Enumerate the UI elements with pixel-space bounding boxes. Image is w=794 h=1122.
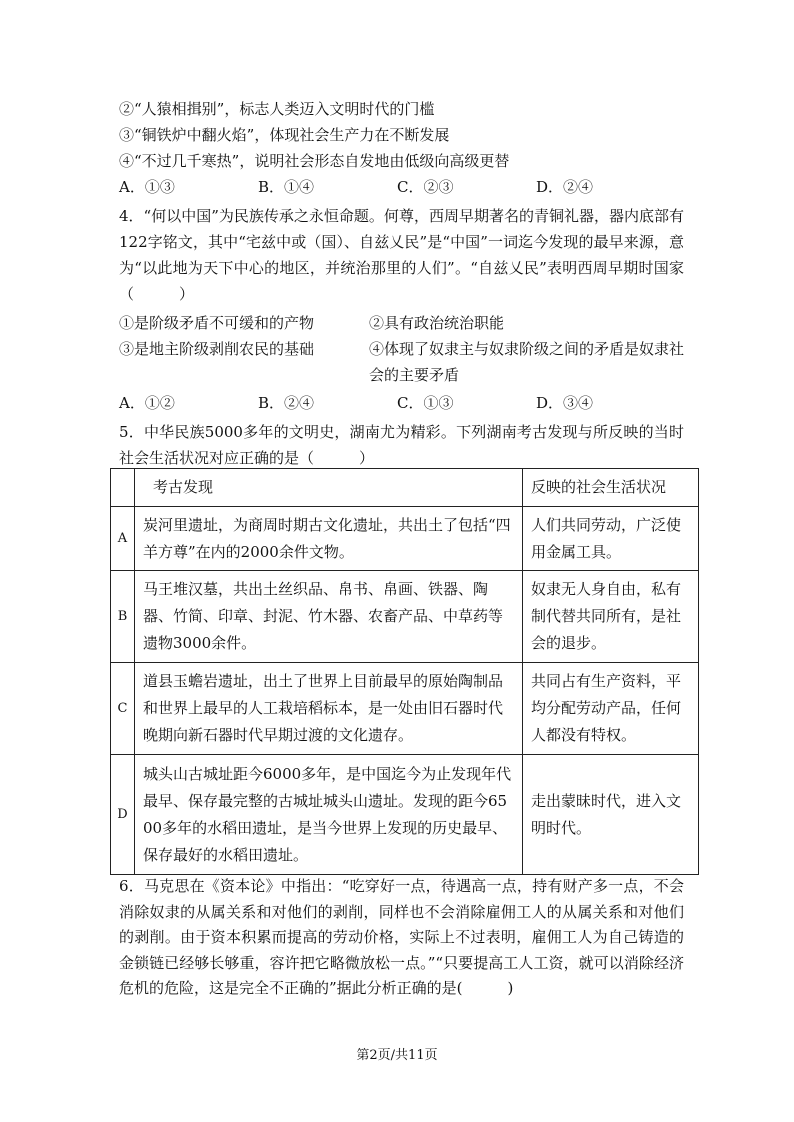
q6-stem: 6．马克思在《资本论》中指出：“吃穿好一点，待遇高一点，持有财产多一点，不会消除奴隶的从属关系和对他们的剥削，同样也不会消除雇佣工人的从属关系和对他们的剥削。由于资本积累而提高的劳动价格，实际上不过表明，雇佣工人为自己铸造的金锁链已经够长够重，容许把它略微放松一点。”“只要提高工人工资，就可以消除经济危机的危险，这是完全不正确的”据此分析正确的是( ) [119, 877, 684, 997]
q4-option-d[interactable]: D．③④ [536, 394, 594, 412]
q5-row-label-a: A [111, 507, 135, 571]
q4-statement-3: ③是地主阶级剥削农民的基础 [119, 340, 315, 358]
table-row [111, 663, 699, 755]
q4-stem: 4．“何以中国”为民族传承之永恒命题。何尊，西周早期著名的青铜礼器，器内底部有122字铭文，其中“宅兹中或（国）、自兹乂民”是“中国”一词迄今发现的最早来源，意为“以此地为天下中心的地区，并统治那里的人们”。“自兹乂民”表明西周早期时国家（ ） [119, 207, 684, 303]
q3-statement-3: ③“铜铁炉中翻火焰”，体现社会生产力在不断发展 [119, 126, 450, 144]
table-row [111, 507, 699, 571]
q5-row-discovery-b: 马王堆汉墓，共出土丝织品、帛书、帛画、铁器、陶器、竹简、印章、封泥、竹木器、农畜产品、中草药等遗物3000余件。 [135, 571, 523, 663]
q5-stem: 5．中华民族5000多年的文明史，湖南尤为精彩。下列湖南考古发现与所反映的当时社会生活状况对应正确的是（ ） [119, 423, 684, 467]
q4-statement-4: ④体现了奴隶主与奴隶阶级之间的矛盾是奴隶社会的主要矛盾 [369, 340, 685, 384]
table-row [111, 755, 699, 875]
q5-row-discovery-c: 道县玉蟾岩遗址，出土了世界上目前最早的原始陶制品和世界上最早的人工栽培稻标本，是一处由旧石器时代晚期向新石器时代早期过渡的文化遗存。 [135, 663, 523, 755]
q5-row-life-d: 走出蒙昧时代，进入文明时代。 [523, 755, 699, 875]
q4-option-a[interactable]: A．①② [119, 394, 175, 412]
q5-row-label-b: B [111, 571, 135, 663]
q5-table-header-row [111, 469, 699, 507]
q4-option-b[interactable]: B．②④ [258, 394, 315, 412]
q3-statement-2: ②“人猿相揖别”，标志人类迈入文明时代的门槛 [119, 100, 435, 118]
q3-option-b[interactable]: B．①④ [258, 178, 315, 196]
q5-row-label-d: D [111, 755, 135, 875]
q5-header-discovery: 考古发现 [135, 469, 523, 507]
q5-row-life-b: 奴隶无人身自由，私有制代替共同所有，是社会的退步。 [523, 571, 699, 663]
q5-row-label-c: C [111, 663, 135, 755]
q3-option-c[interactable]: C．②③ [397, 178, 454, 196]
q5-row-discovery-d: 城头山古城址距今6000多年，是中国迄今为止发现年代最早、保存最完整的古城址城头山遗址。发现的距今6500多年的水稻田遗址，是当今世界上发现的历史最早、保存最好的水稻田遗址。 [135, 755, 523, 875]
q4-option-c[interactable]: C．①③ [397, 394, 454, 412]
q5-row-life-c: 共同占有生产资料，平均分配劳动产品，任何人都没有特权。 [523, 663, 699, 755]
q5-row-life-a: 人们共同劳动，广泛使用金属工具。 [523, 507, 699, 571]
q4-statement-1: ①是阶级矛盾不可缓和的产物 [119, 314, 315, 332]
q5-table [110, 468, 699, 875]
q5-header-blank [111, 469, 135, 507]
q5-row-discovery-a: 炭河里遗址，为商周时期古文化遗址，共出土了包括“四羊方尊”在内的2000余件文物。 [135, 507, 523, 571]
q4-statement-2: ②具有政治统治职能 [369, 314, 505, 332]
q5-header-life: 反映的社会生活状况 [523, 469, 699, 507]
q3-option-a[interactable]: A．①③ [119, 178, 175, 196]
q3-statement-4: ④“不过几千寒热”，说明社会形态自发地由低级向高级更替 [119, 152, 510, 170]
table-row [111, 571, 699, 663]
q4-statement-4-wrap [369, 336, 684, 388]
q3-option-d[interactable]: D．②④ [536, 178, 594, 196]
page-footer: 第2页/共11页 [356, 1048, 438, 1063]
